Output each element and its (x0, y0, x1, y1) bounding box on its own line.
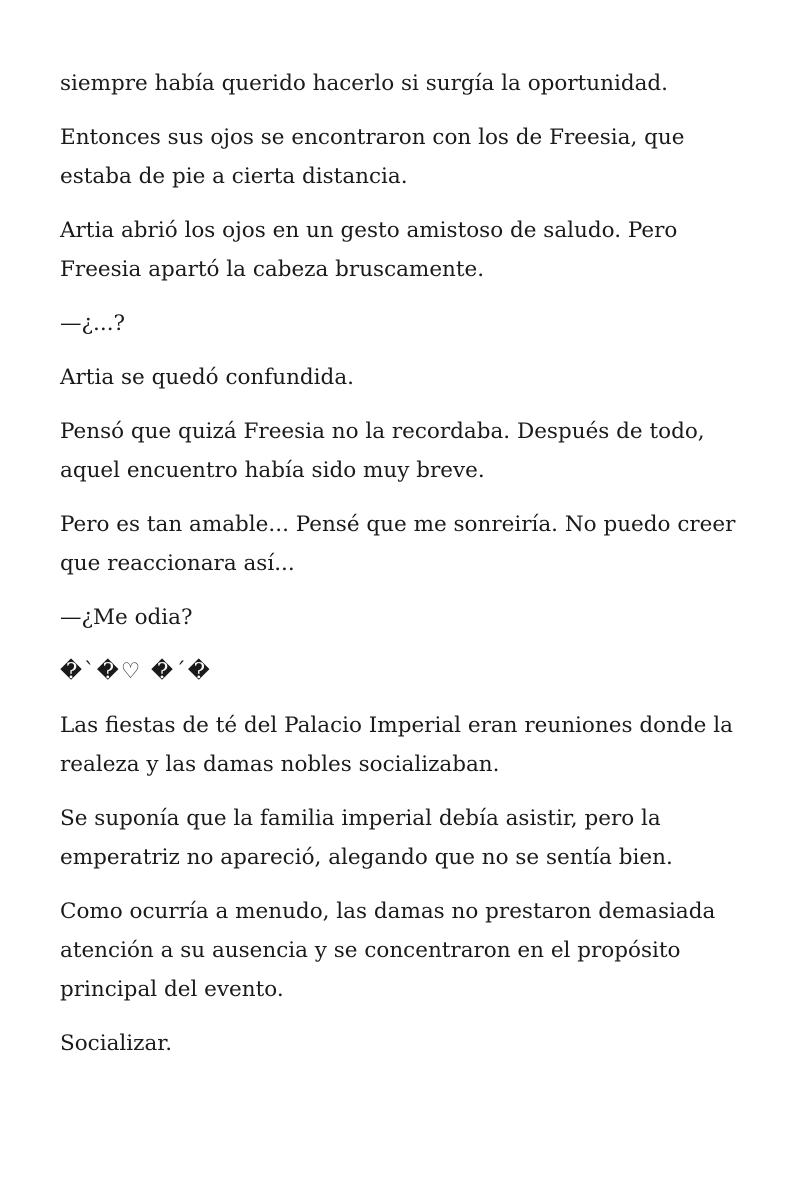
paragraph: Se suponía que la familia imperial debía asistir, pero la emperatriz no apareció, alegando que no se sentía bien. (60, 806, 673, 870)
paragraph: Artia abrió los ojos en un gesto amistoso de saludo. Pero Freesia apartó la cabeza bruscamente. (60, 218, 678, 282)
dialogue-line: —¿Me odia? (60, 605, 193, 630)
paragraph: Socializar. (60, 1031, 173, 1056)
document-body (60, 64, 750, 1078)
paragraph: Pensó que quizá Freesia no la recordaba. Después de todo, aquel encuentro había sido muy breve. (60, 419, 705, 483)
paragraph: Como ocurría a menudo, las damas no prestaron demasiada atención a su ausencia y se concentraron en el propósito principal del evento. (60, 899, 716, 1002)
paragraph: Entonces sus ojos se encontraron con los de Freesia, que estaba de pie a cierta distancia. (60, 125, 685, 189)
scene-separator: �`�♡ �´� (60, 659, 212, 684)
paragraph: siempre había querido hacerlo si surgía la oportunidad. (60, 71, 669, 96)
paragraph: Las fiestas de té del Palacio Imperial eran reuniones donde la realeza y las damas nobles socializaban. (60, 713, 733, 777)
paragraph: Pero es tan amable... Pensé que me sonreiría. No puedo creer que reaccionara así... (60, 512, 736, 576)
paragraph: Artia se quedó confundida. (60, 365, 354, 390)
dialogue-line: —¿...? (60, 311, 126, 336)
